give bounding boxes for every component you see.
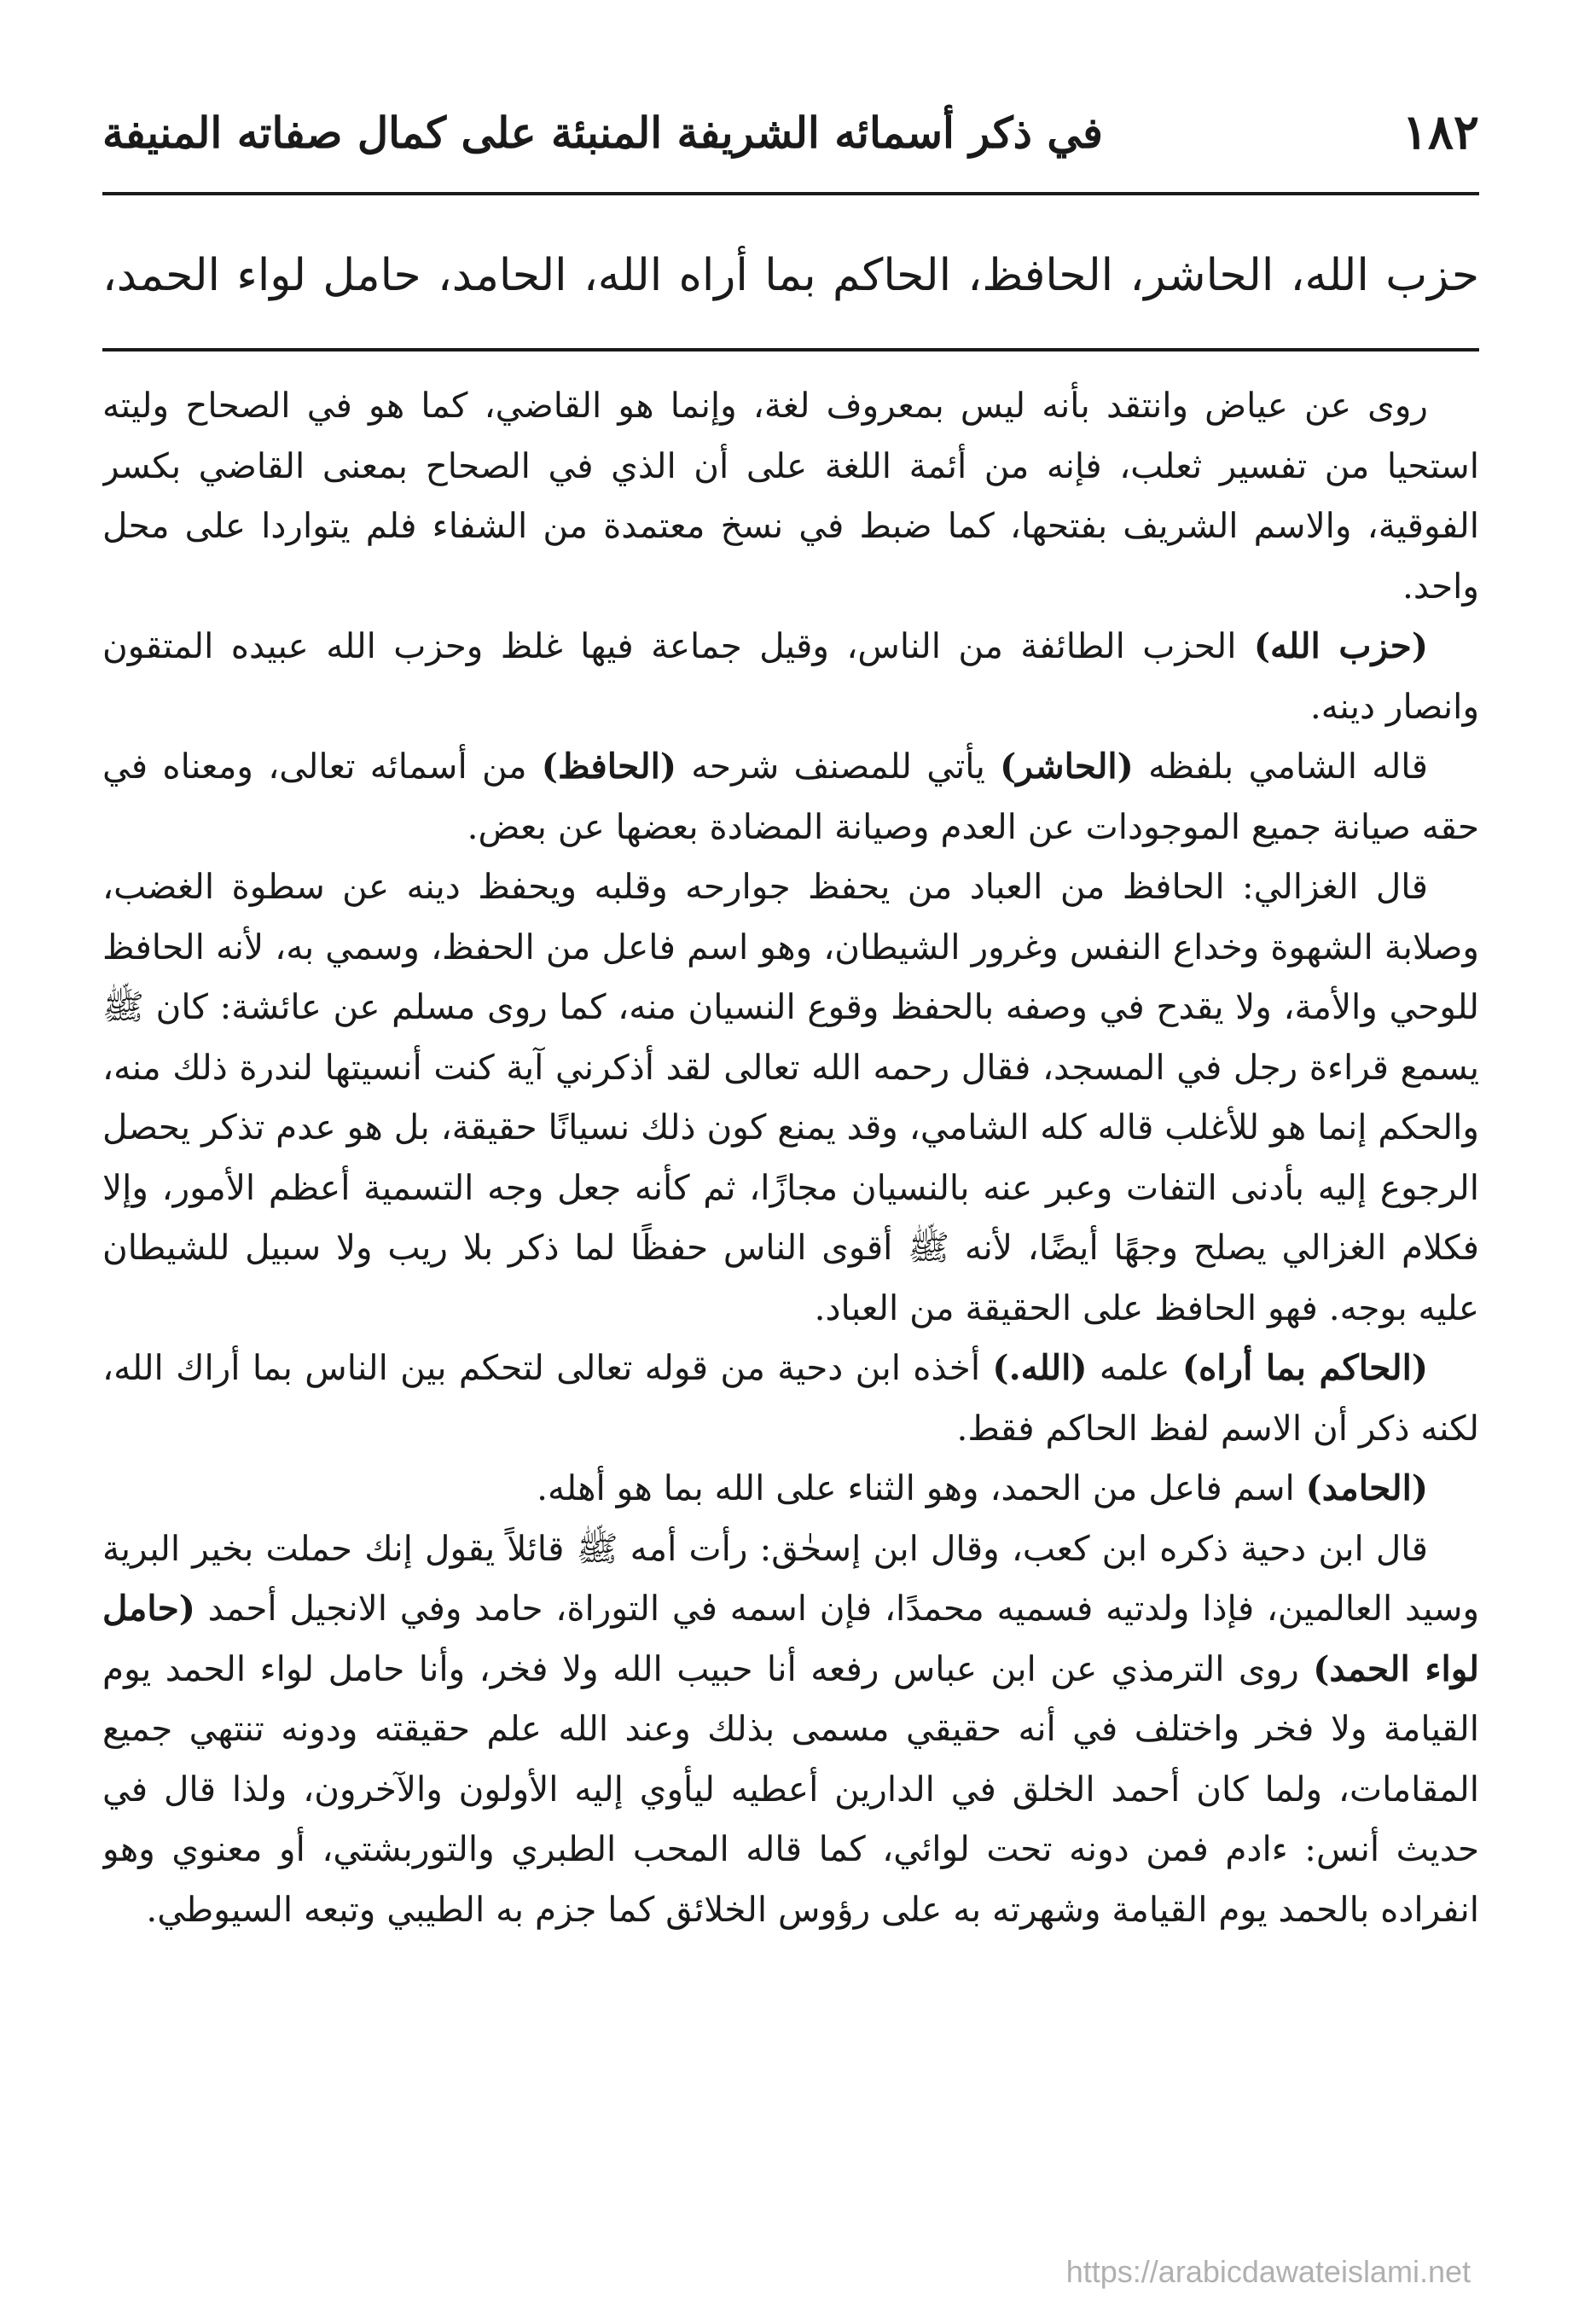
paragraph-text: قاله الشامي بلفظه bbox=[1133, 746, 1428, 787]
term-heading: (حامل لواء الحمد) bbox=[102, 1588, 1479, 1689]
term-heading: (حزب الله) bbox=[1253, 625, 1428, 666]
paragraph-text: من أسمائه تعالى، ومعناه في حقه صيانة جميع الموجودات عن العدم وصيانة المضادة بعضها عن بعض. bbox=[102, 746, 1479, 847]
running-title: في ذكر أسمائه الشريفة المنبئة على كمال صفاته المنيفة bbox=[102, 107, 1103, 158]
paragraph-text: علمه bbox=[1087, 1347, 1182, 1388]
paragraph-text: الحزب الطائفة من الناس، وقيل جماعة فيها غلظ وحزب الله عبيده المتقون وانصار دينه. bbox=[102, 625, 1479, 727]
paragraph-text: روى الترمذي عن ابن عباس رفعه أنا حبيب الله ولا فخر، وأنا حامل لواء الحمد يوم القيامة ولا فخر واختلف في أنه حقيقي مسمى بذلك وعند الله علم حقيقته ودونه تنتهي جميع المقامات، ولما كان أحمد الخلق في الدارين أعطيه ليأوي إليه الأولون والآخرون، ولذا قال في حديث أنس: ءادم فمن دونه تحت لوائي، كما قاله المحب الطبري والتوربشتي، أو معنوي وهو انفراده بالحمد يوم القيامة وشهرته به على رؤوس الخلائق كما جزم به الطيبي وتبعه السيوطي. bbox=[102, 1647, 1479, 1930]
header-rule bbox=[102, 192, 1479, 195]
paragraph bbox=[102, 736, 1479, 857]
paragraph-text: قال الغزالي: الحافظ من العباد من يحفظ جوارحه وقلبه ويحفظ دينه عن سطوة الغضب، وصلابة الشهوة وخداع النفس وغرور الشيطان، وهو اسم فاعل من الحفظ، وسمي به، لأنه الحافظ للوحي والأمة، ولا يقدح في وصفه بالحفظ وقوع النسيان منه، كما روى مسلم عن عائشة: كان ﷺ يسمع قراءة رجل في المسجد، فقال رحمه الله تعالى لقد أذكرني آية كنت أنسيتها لندرة ذلك منه، والحكم إنما هو للأغلب قاله كله الشامي، وقد يمنع كون ذلك نسيانًا حقيقة، بل هو عدم تذكر يحصل الرجوع إليه بأدنى التفات وعبر عنه بالنسيان مجازًا، ثم كأنه جعل وجه التسمية أعظم الأمور، وإلا فكلام الغزالي يصلح وجهًا أيضًا، لأنه ﷺ أقوى الناس حفظًا لما ذكر بلا ريب ولا سبيل للشيطان عليه بوجه. فهو الحافظ على الحقيقة من العباد. bbox=[102, 866, 1479, 1328]
paragraph-text: اسم فاعل من الحمد، وهو الثناء على الله بما هو أهله. bbox=[537, 1467, 1306, 1508]
page-header bbox=[102, 94, 1479, 171]
paragraph-text: قال ابن دحية ذكره ابن كعب، وقال ابن إسحٰق: رأت أمه ﷺ قائلاً يقول إنك حملت بخير البرية وسيد العالمين، فإذا ولدتيه فسميه محمدًا، فإن اسمه في التوراة، حامد وفي الانجيل أحمد bbox=[102, 1527, 1479, 1629]
paragraph bbox=[102, 1458, 1479, 1519]
paragraph bbox=[102, 616, 1479, 736]
watermark: https://arabicdawateislami.net bbox=[1065, 2254, 1471, 2289]
term-heading: (الله.) bbox=[992, 1347, 1088, 1388]
page-number: ١٨٢ bbox=[1402, 104, 1479, 160]
paragraph bbox=[102, 1519, 1479, 1940]
paragraph-text: أخذه ابن دحية من قوله تعالى لتحكم بين الناس بما أراك الله، لكنه ذكر أن الاسم لفظ الحاكم فقط. bbox=[102, 1347, 1479, 1449]
term-heading: (الحاكم بما أراه) bbox=[1181, 1347, 1428, 1388]
body-text bbox=[102, 375, 1479, 2213]
paragraph bbox=[102, 375, 1479, 616]
term-heading: (الحامد) bbox=[1305, 1467, 1428, 1508]
paragraph-text: يأتي للمصنف شرحه bbox=[676, 746, 1001, 787]
term-heading: (الحاشر) bbox=[1000, 746, 1134, 787]
names-line: حزب الله، الحاشر، الحافظ، الحاكم بما أراه الله، الحامد، حامل لواء الحمد، bbox=[102, 250, 1479, 301]
names-rule bbox=[102, 348, 1479, 352]
term-heading: (الحافظ) bbox=[541, 746, 676, 787]
paragraph bbox=[102, 1338, 1479, 1458]
paragraph-text: روى عن عياض وانتقد بأنه ليس بمعروف لغة، وإنما هو القاضي، كما هو في الصحاح وليته استحيا من تفسير ثعلب، فإنه من أئمة اللغة على أن الذي في الصحاح بمعنى القاضي بكسر الفوقية، والاسم الشريف بفتحها، كما ضبط في نسخ معتمدة من الشفاء فلم يتواردا على محل واحد. bbox=[102, 385, 1479, 607]
paragraph bbox=[102, 857, 1479, 1338]
